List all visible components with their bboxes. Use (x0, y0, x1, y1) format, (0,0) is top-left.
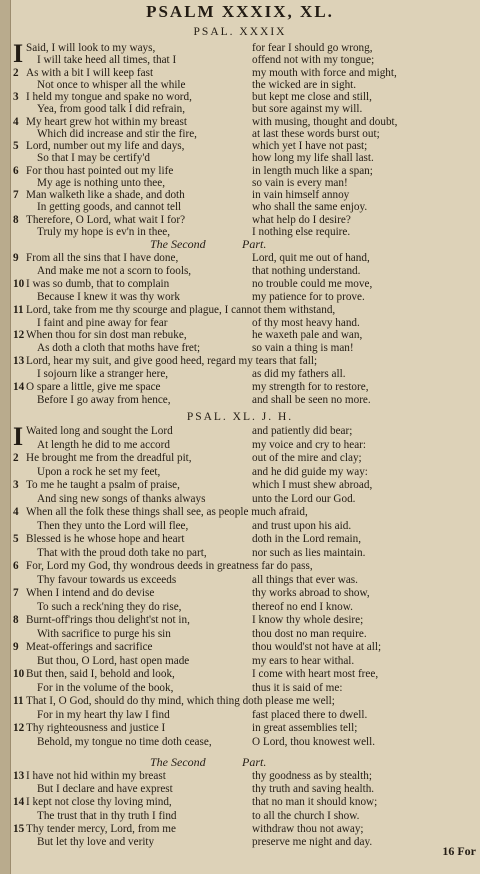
verse-text-right: thereof no end I know. (252, 600, 353, 613)
verse-line (13, 317, 480, 330)
verse-line (13, 201, 480, 214)
verse-text-right: and trust upon his aid. (252, 519, 352, 532)
verse-line (13, 641, 480, 654)
verse-line (13, 810, 480, 823)
verse-number: 9 (13, 252, 19, 264)
verse-line (13, 682, 480, 695)
verse-text-left: I was so dumb, that to complain (26, 277, 170, 290)
verse-text-full: Lord, take from me thy scourge and plague, I cannot them withstand, (26, 303, 336, 316)
verse-text-left: Meat-offerings and sacrifice (26, 641, 153, 653)
verse-number: 4 (13, 506, 19, 518)
verse-text-right: I nothing else require. (252, 225, 351, 238)
verse-text-left: But let thy love and verity (37, 836, 155, 848)
verse-text-full: Lord, hear my suit, and give good heed, regard my tears that fall; (26, 355, 318, 368)
verse-text-right: and he did guide my way: (252, 465, 368, 478)
verse-text-right: Lord, quit me out of hand, (252, 252, 370, 264)
verse-text-left: Blessed is he whose hope and heart (26, 533, 185, 545)
verse-number: 2 (13, 452, 19, 464)
verse-line (13, 587, 480, 600)
verse-number: 15 (13, 822, 25, 835)
verse-text-left: Truly my hope is ev'n in thee, (37, 225, 171, 238)
running-header: PSALM XXXIX, XL. (146, 2, 334, 21)
verse-text-right: in length much like a span; (252, 164, 373, 177)
verse-line (13, 342, 480, 355)
verse-text-left: I faint and pine away for fear (37, 316, 168, 329)
verse-number: 11 (13, 695, 24, 707)
verse-text-right: doth in the Lord remain, (252, 533, 362, 545)
verse-text-left: Burnt-off'rings thou delight'st not in, (26, 614, 190, 626)
verse-text-right: my mouth with force and might, (252, 66, 397, 79)
verse-text-left: Waited long and sought the Lord (26, 425, 173, 437)
part-heading-word: Part. (242, 755, 267, 769)
verse-text-left: Thy favour towards us exceeds (37, 573, 177, 586)
verse-text-left: I have not hid within my breast (26, 770, 166, 782)
verse-number: 11 (13, 303, 24, 316)
verse-line (13, 709, 480, 722)
verse-line (13, 329, 480, 342)
verse-text-left: Not once to whisper all the while (37, 78, 186, 91)
verse-text-left: My age is nothing unto thee, (37, 176, 166, 189)
verse-text-left: Before I go away from hence, (37, 393, 171, 406)
verse-number: 6 (13, 560, 19, 572)
verse-text-right: I know thy whole desire; (252, 614, 364, 626)
verse-text-right: at last these words burst out; (252, 127, 380, 140)
verse-line (13, 91, 480, 104)
verse-line (13, 368, 480, 381)
verse-text-right: so vain a thing is man! (252, 342, 354, 355)
verse-text-left: O spare a little, give me space (26, 381, 161, 393)
verse-number: 13 (13, 355, 25, 368)
verse-text-left: But then, said I, behold and look, (26, 668, 175, 680)
verse-text-right: no trouble could me move, (252, 277, 373, 290)
verse-line (13, 252, 480, 265)
verse-line (13, 628, 480, 641)
verse-text-left: Upon a rock he set my feet, (37, 465, 161, 478)
verse-line (13, 152, 480, 165)
verse-text-left: Thy tender mercy, Lord, from me (26, 822, 176, 835)
verse-line (13, 520, 480, 533)
verse-text-left: But I declare and have exprest (37, 783, 173, 796)
verse-text-right: thy truth and saving health. (252, 783, 375, 796)
verse-text-right: offend not with my tongue; (252, 54, 375, 67)
verse-text-right: my strength for to restore, (252, 381, 369, 393)
verse-text-left: Because I knew it was thy work (37, 290, 180, 303)
verse-text-right: and shall be seen no more. (252, 393, 371, 406)
verse-number: 3 (13, 479, 19, 491)
verse-line (13, 783, 480, 796)
verse-line (13, 116, 480, 129)
verse-text-left: That with the proud doth take no part, (37, 546, 207, 559)
verse-text-right: my patience for to prove. (252, 290, 365, 303)
verse-line (13, 177, 480, 190)
verse-text-right: thy works abroad to show, (252, 587, 370, 599)
verse-number: 14 (13, 381, 25, 393)
verse-line (13, 439, 480, 452)
verse-text-right: so vain is every man! (252, 176, 348, 189)
verse-number: 10 (13, 277, 25, 290)
verse-text-right: and patiently did bear; (252, 425, 353, 437)
verse-text-left: At length he did to me accord (37, 438, 170, 451)
verse-line (13, 506, 480, 519)
verse-text-right: in great assemblies tell; (252, 722, 358, 734)
verse-text-left: I sojourn like a stranger here, (37, 368, 169, 381)
verse-line (13, 601, 480, 614)
binding-gutter (0, 0, 11, 874)
verse-line (13, 452, 480, 465)
verse-number: 8 (13, 213, 19, 226)
verse-number: 12 (13, 329, 25, 342)
verse-number: 4 (13, 115, 19, 128)
verse-line (13, 265, 480, 278)
verse-line (13, 560, 480, 573)
verse-text-full: For, Lord my God, thy wondrous deeds in greatness far do pass, (26, 560, 313, 572)
verse-text-left: I kept not close thy loving mind, (26, 796, 172, 809)
verse-text-left: Then they unto the Lord will flee, (37, 519, 189, 532)
part-heading-word: Part. (242, 237, 267, 251)
verse-text-right: thou dost no man require. (252, 627, 367, 640)
verse-number: 7 (13, 587, 19, 599)
verse-line (13, 770, 480, 783)
verse-text-left: Thy righteousness and justice I (26, 722, 166, 734)
verse-line (13, 381, 480, 394)
verse-text-left: To me he taught a psalm of praise, (26, 479, 180, 491)
verse-text-right: for fear I should go wrong, (252, 42, 373, 54)
verse-text-right: preserve me night and day. (252, 836, 373, 848)
verse-number: 2 (13, 66, 19, 79)
verse-number: 14 (13, 796, 25, 809)
verse-text-right: but kept me close and still, (252, 91, 372, 103)
verse-text-right: to all the church I show. (252, 809, 360, 822)
verse-text-right: which I must shew abroad, (252, 479, 373, 491)
verse-line (13, 67, 480, 80)
drop-cap: I (13, 39, 24, 68)
verse-line (13, 165, 480, 178)
verse-number: 7 (13, 189, 19, 201)
verse-number: 5 (13, 140, 19, 152)
verse-text-left: Said, I will look to my ways, (26, 42, 156, 54)
verse-text-right: what help do I desire? (252, 213, 351, 226)
verse-text-left: I held my tongue and spake no word, (26, 91, 192, 103)
verse-number: 13 (13, 770, 25, 782)
verse-text-right: the wicked are in sight. (252, 78, 357, 91)
verse-line (13, 79, 480, 92)
verse-text-left: But thou, O Lord, hast open made (37, 654, 190, 667)
verse-text-right: thus it is said of me: (252, 681, 343, 694)
verse-line (13, 140, 480, 153)
verse-line (13, 493, 480, 506)
catchword: 16 For (442, 844, 476, 858)
verse-line (13, 823, 480, 836)
verse-text-left: Behold, my tongue no time doth cease, (37, 735, 212, 748)
verse-number: 10 (13, 668, 25, 680)
part-heading-label: The Second (150, 237, 206, 251)
verse-text-left: To such a reck'ning they do rise, (37, 600, 182, 613)
verse-text-right: that nothing understand. (252, 264, 361, 277)
verse-line (13, 291, 480, 304)
verse-text-right: my voice and cry to hear: (252, 438, 367, 451)
verse-line (13, 836, 480, 849)
verse-text-left: With sacrifice to purge his sin (37, 627, 171, 640)
verse-text-left: He brought me from the dreadful pit, (26, 452, 192, 464)
verse-number: 3 (13, 91, 19, 103)
verse-text-right: nor such as lies maintain. (252, 546, 366, 559)
verse-line (13, 796, 480, 809)
verse-line (13, 103, 480, 116)
verse-text-left: The trust that in thy truth I find (37, 809, 177, 822)
verse-line (13, 479, 480, 492)
verse-text-left: When thou for sin dost man rebuke, (26, 329, 187, 342)
verse-text-left: As with a bit I will keep fast (26, 66, 154, 79)
verse-text-left: So that I may be certify'd (37, 152, 150, 165)
verse-text-right: out of the mire and clay; (252, 452, 362, 464)
verse-text-right: as did my fathers all. (252, 368, 346, 381)
verse-line (13, 668, 480, 681)
verse-number: 6 (13, 164, 19, 177)
verse-number: 5 (13, 533, 19, 545)
verse-text-left: And make me not a scorn to fools, (37, 264, 192, 277)
verse-text-right: withdraw thou not away; (252, 822, 364, 835)
psalm-40-heading: PSAL. XL. J. H. (186, 411, 294, 423)
psalm-39-heading: PSAL. XXXIX (193, 26, 287, 38)
verse-line (13, 736, 480, 749)
verse-text-left: Which did increase and stir the fire, (37, 127, 197, 140)
verse-text-right: which yet I have not past; (252, 140, 368, 152)
verse-text-right: thou would'st not have at all; (252, 641, 382, 653)
verse-text-right: thy goodness as by stealth; (252, 770, 372, 782)
verse-line (13, 355, 480, 368)
verse-text-left: My heart grew hot within my breast (26, 115, 187, 128)
verse-text-right: who shall the same enjoy. (252, 201, 368, 214)
verse-line (13, 304, 480, 317)
verse-line (13, 128, 480, 141)
verse-text-left: From all the sins that I have done, (26, 252, 179, 264)
verse-text-left: Yea, from good talk I did refrain, (37, 103, 185, 116)
verse-line (13, 574, 480, 587)
verse-text-right: in vain himself annoy (252, 189, 350, 201)
verse-text-left: And sing new songs of thanks always (37, 492, 206, 505)
verse-text-right: how long my life shall last. (252, 152, 374, 165)
verse-text-right: but sore against my will. (252, 103, 363, 116)
verse-text-right: of thy most heavy hand. (252, 316, 360, 329)
verse-text-left: For in my heart thy law I find (37, 708, 170, 721)
verse-text-right: fast placed there to dwell. (252, 708, 368, 721)
verse-text-right: unto the Lord our God. (252, 492, 356, 505)
verse-text-left: Therefore, O Lord, what wait I for? (26, 213, 186, 226)
verse-line (13, 547, 480, 560)
verse-line (13, 189, 480, 202)
verse-text-left: In getting goods, and cannot tell (37, 201, 182, 214)
verse-text-right: that no man it should know; (252, 796, 378, 809)
verse-line (13, 722, 480, 735)
verse-text-left: As doth a cloth that moths have fret; (37, 342, 201, 355)
verse-text-left: Man walketh like a shade, and doth (26, 189, 185, 201)
verse-text-right: he waxeth pale and wan, (252, 329, 363, 342)
verse-line (13, 533, 480, 546)
verse-text-right: O Lord, thou knowest well. (252, 735, 376, 748)
verse-line (13, 214, 480, 227)
verse-text-left: When I intend and do devise (26, 587, 155, 599)
verse-number: 9 (13, 641, 19, 653)
verse-text-full: That I, O God, should do thy mind, which thing doth please me well; (26, 695, 335, 707)
verse-line (13, 394, 480, 407)
verse-line (13, 614, 480, 627)
verse-text-left: For thou hast pointed out my life (26, 164, 174, 177)
verse-line (13, 655, 480, 668)
verse-number: 8 (13, 614, 19, 626)
verse-text-left: I will take heed all times, that I (37, 54, 177, 67)
drop-cap: I (13, 422, 24, 451)
verse-text-right: all things that ever was. (252, 573, 358, 586)
verse-line (13, 54, 480, 67)
verse-text-left: For in the volume of the book, (37, 681, 174, 694)
verse-line (13, 695, 480, 708)
verse-number: 12 (13, 722, 25, 734)
verse-text-right: I come with heart most free, (252, 668, 379, 680)
verse-line (13, 278, 480, 291)
verse-text-full: When all the folk these things shall see, as people much afraid, (26, 506, 308, 518)
verse-line (13, 466, 480, 479)
verse-text-right: my ears to hear withal. (252, 654, 355, 667)
part-heading-label: The Second (150, 755, 206, 769)
verse-text-right: with musing, thought and doubt, (252, 115, 398, 128)
verse-text-left: Lord, number out my life and days, (26, 140, 185, 152)
